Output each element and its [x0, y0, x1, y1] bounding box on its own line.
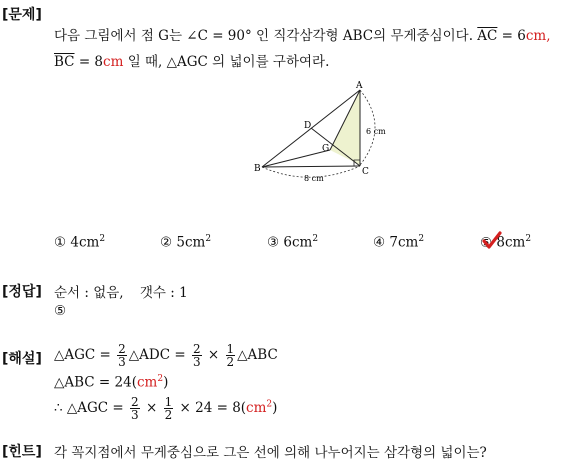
- unit-exp: 2: [266, 399, 273, 410]
- eq-part: ×: [207, 347, 220, 363]
- problem-text-2: 일 때, △AGC 의 넓이를 구하여라.: [127, 54, 330, 70]
- label-ac-length: 6 cm: [366, 127, 386, 136]
- point-d: D: [304, 121, 312, 131]
- side-bc: [262, 166, 360, 167]
- choice-2[interactable]: [160, 234, 211, 251]
- choice-5[interactable]: [480, 234, 531, 251]
- problem-line-1: [54, 24, 551, 44]
- vertex-a: A: [356, 81, 363, 91]
- answer-count: 갯수 : 1: [139, 285, 188, 301]
- eq-part: △ABC = 24(: [54, 374, 137, 391]
- choice-exponent: 2: [205, 234, 212, 244]
- solution-line-3: [54, 396, 277, 421]
- eq-part: ): [163, 374, 169, 391]
- fraction: $\frac{2}{3}$: [118, 342, 126, 369]
- ac-value: = 6: [501, 28, 526, 44]
- eq-part: △ADC =: [128, 347, 186, 363]
- unit-cm: cm: [246, 400, 267, 416]
- problem-text-1: 다음 그림에서 점 G는 ∠C = 90° 인 직각삼각형 ABC의 무게중심이다.: [54, 28, 473, 44]
- choice-text: 7cm: [389, 234, 419, 251]
- fraction: $\frac{1}{2}$: [164, 395, 173, 422]
- solution-line-1: [54, 343, 278, 368]
- unit-cm-1: cm: [525, 28, 547, 44]
- eq-part: △AGC =: [54, 347, 111, 363]
- eq-part: ∴ △AGC =: [54, 400, 124, 416]
- choice-exponent: 2: [418, 234, 425, 244]
- choice-text: 5cm: [176, 234, 206, 251]
- choice-3[interactable]: [267, 234, 318, 251]
- problem-line-2: [54, 50, 329, 70]
- fraction: $\frac{1}{2}$: [226, 342, 235, 369]
- choice-exponent: 2: [99, 234, 106, 244]
- vertex-c: C: [362, 167, 369, 177]
- choice-text: 6cm: [283, 234, 313, 251]
- comma: ,: [546, 28, 551, 44]
- eq-part: ×: [145, 400, 158, 416]
- answer-value: ⑤: [54, 303, 67, 319]
- answer-order: 순서 : 없음,: [54, 285, 124, 301]
- choice-number: ④: [373, 234, 386, 251]
- checkmark-icon: [482, 231, 502, 249]
- hint-text: 각 꼭지점에서 무게중심으로 그은 선에 의해 나누어지는 삼각형의 넓이는?: [54, 445, 487, 461]
- choice-text: 8cm: [496, 234, 526, 251]
- choice-number: ②: [160, 234, 173, 251]
- choice-exponent: 2: [525, 234, 532, 244]
- choice-text: 4cm: [70, 234, 100, 251]
- solution-label: [해설]: [2, 351, 42, 367]
- vertex-b: B: [254, 164, 261, 174]
- choice-number: ⑤: [480, 234, 493, 251]
- answer-label: [정답]: [2, 284, 42, 300]
- label-bc-length: 8 cm: [304, 174, 324, 183]
- fraction: $\frac{2}{3}$: [131, 395, 139, 422]
- unit-cm: cm: [136, 374, 158, 391]
- eq-part: × 24 = 8(: [179, 400, 247, 416]
- unit-cm-2: cm: [103, 54, 124, 70]
- solution-line-2: [54, 374, 168, 391]
- choice-1[interactable]: [54, 234, 105, 251]
- eq-part: △ABC: [237, 347, 278, 363]
- answer-meta: [54, 281, 188, 301]
- unit-exp: 2: [157, 374, 164, 384]
- eq-part: ): [272, 400, 278, 416]
- triangle-figure: [250, 80, 420, 190]
- problem-label: [문제]: [2, 7, 42, 23]
- bc-value: = 8: [78, 54, 104, 70]
- hint-label: [힌트]: [2, 444, 42, 460]
- choice-4[interactable]: [373, 234, 424, 251]
- choice-number: ①: [54, 234, 67, 251]
- choice-exponent: 2: [312, 234, 319, 244]
- segment-ac: $\overline{AC}$: [477, 28, 498, 44]
- point-g: G: [322, 144, 330, 154]
- choice-number: ③: [267, 234, 280, 251]
- fraction: $\frac{2}{3}$: [192, 342, 201, 369]
- segment-bc: $\overline{BC}$: [54, 54, 75, 70]
